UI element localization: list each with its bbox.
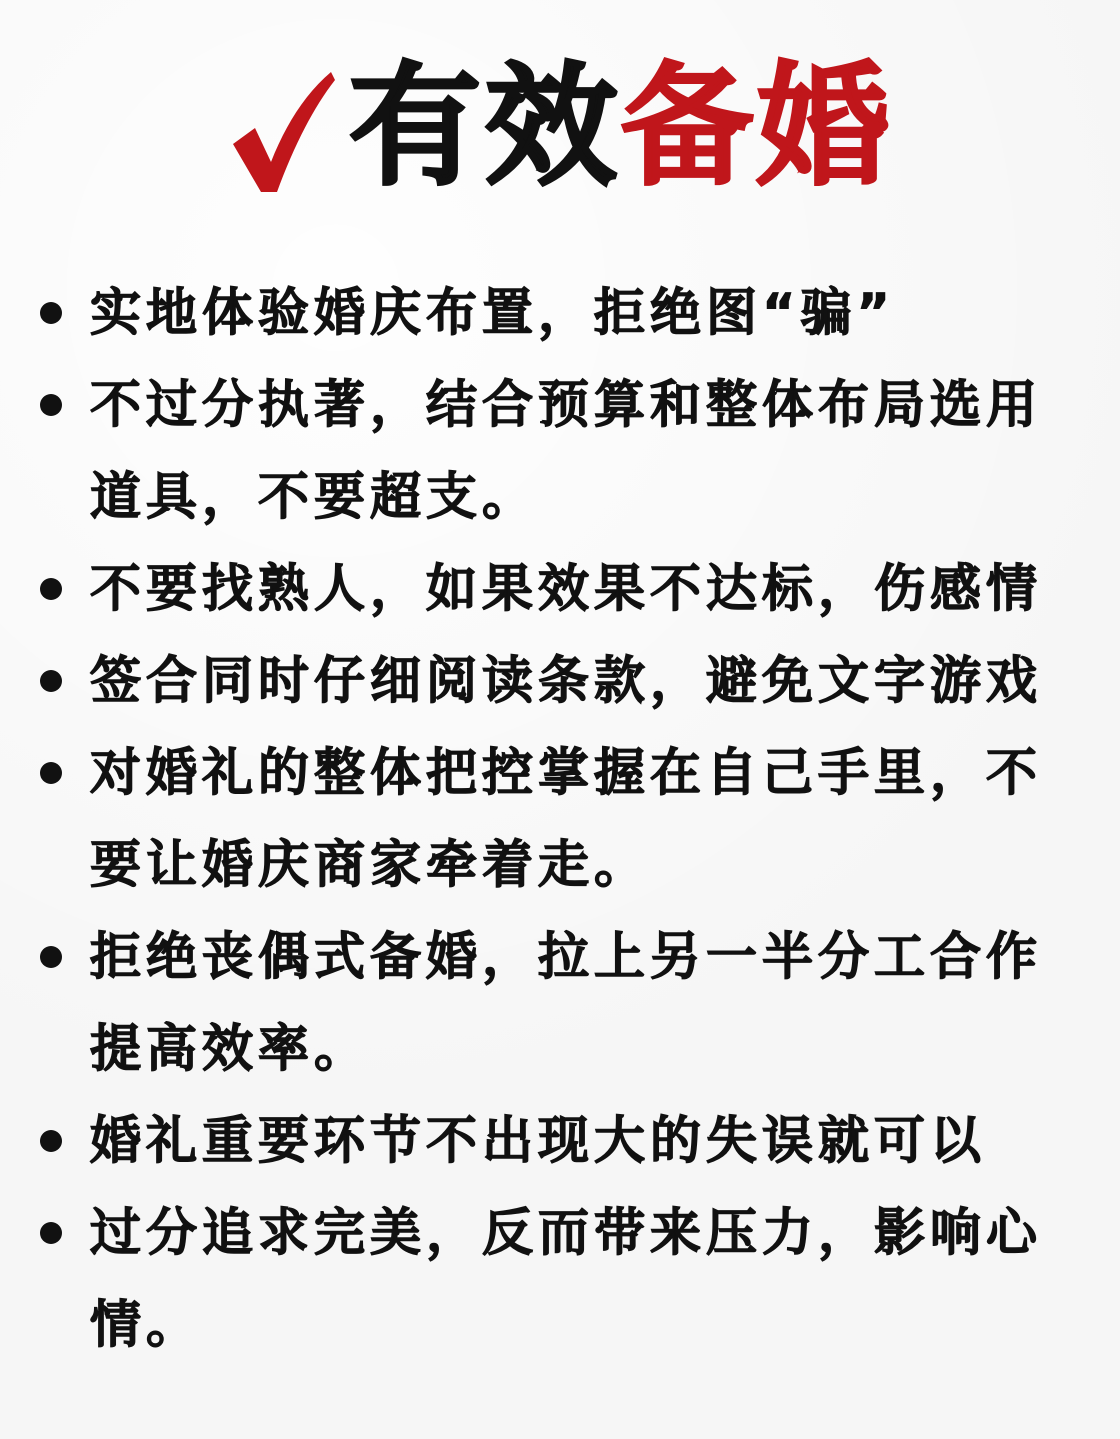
bullet-dot-icon xyxy=(40,1222,62,1244)
item-line: 婚礼重要环节不出现大的失误就可以 xyxy=(90,1112,987,1171)
item-line: 实地体验婚庆布置，拒绝图“骗” xyxy=(90,284,896,343)
page-title xyxy=(349,50,893,204)
item-line: 拒绝丧偶式备婚，拉上另一半分工合作 xyxy=(90,928,1043,987)
bullet-dot-icon xyxy=(40,302,62,324)
item-line: 不要找熟人，如果效果不达标，伤感情 xyxy=(90,560,1043,619)
title-black-part: 有效 xyxy=(349,50,621,204)
checkmark-icon xyxy=(227,66,337,196)
bullet-dot-icon xyxy=(40,946,62,968)
list-item xyxy=(0,1188,1120,1372)
header xyxy=(0,52,1120,202)
bullet-dot-icon xyxy=(40,578,62,600)
list-item xyxy=(0,544,1120,636)
bullet-dot-icon xyxy=(40,394,62,416)
list-item xyxy=(0,728,1120,912)
item-line: 签合同时仔细阅读条款，避免文字游戏 xyxy=(90,652,1043,711)
bullet-dot-icon xyxy=(40,1130,62,1152)
item-line: 不过分执著，结合预算和整体布局选用 xyxy=(90,376,1043,435)
list-item xyxy=(0,636,1120,728)
bullet-dot-icon xyxy=(40,762,62,784)
item-line: 道具，不要超支。 xyxy=(90,468,539,527)
title-red-part: 备婚 xyxy=(621,50,893,204)
item-line: 提高效率。 xyxy=(90,1020,371,1079)
item-line: 过分追求完美，反而带来压力，影响心 xyxy=(90,1204,1043,1263)
item-line: 对婚礼的整体把控掌握在自己手里，不 xyxy=(90,744,1043,803)
item-line: 情。 xyxy=(90,1296,203,1355)
list-item xyxy=(0,360,1120,544)
list-item xyxy=(0,1096,1120,1188)
item-line: 要让婚庆商家牵着走。 xyxy=(90,836,651,895)
list-item xyxy=(0,912,1120,1096)
bullet-dot-icon xyxy=(40,670,62,692)
list-item xyxy=(0,268,1120,360)
tips-list xyxy=(0,268,1120,1372)
